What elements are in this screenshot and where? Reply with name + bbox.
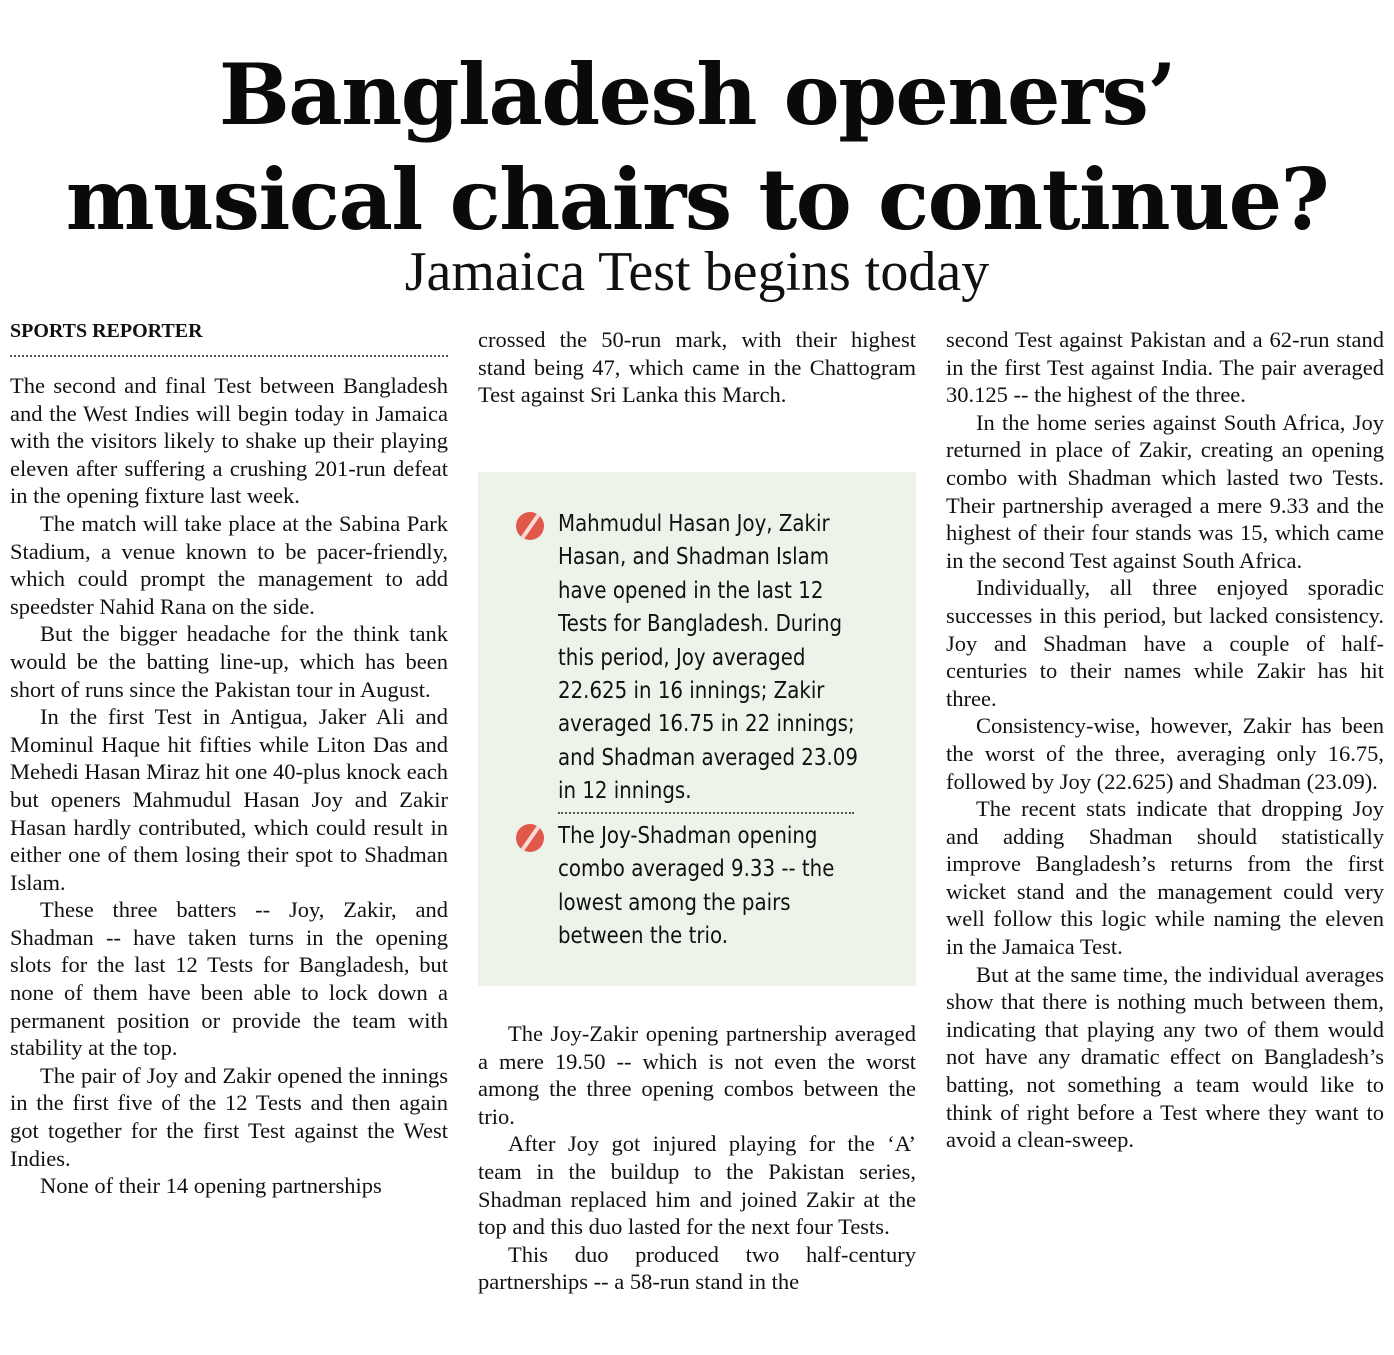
paragraph: The Joy-Zakir opening partnership averaged a mere 19.50 -- which is not even the worst among the three opening combos between the trio. [478,1021,916,1129]
paragraph: This duo produced two half-century partnerships -- a 58-run stand in the [478,1241,916,1295]
cricket-ball-icon [516,824,544,852]
paragraph: The second and final Test between Bangladesh and the West Indies will begin today in Jamaica with the visitors likely to shake up their playing eleven after suffering a crushing 201-run defeat in the opening fixture last week. [10,373,448,509]
paragraph: The pair of Joy and Zakir opened the innings in the first five of the 12 Tests and then again got together for the first Test against the West Indies. [10,1062,448,1171]
paragraph: None of their 14 opening partnerships [40,1173,382,1199]
headline-line-1: Bangladesh openers’ [218,45,1176,144]
article-column-2-bottom [478,1020,916,1296]
byline-divider [10,355,448,357]
paragraph: crossed the 50-run mark, with their highest stand being 47, which came in the Chattogram Test against Sri Lanka this March. [478,327,916,408]
paragraph: But at the same time, the individual averages show that there is nothing much between them, indicating that playing any two of them would not have any dramatic effect on Bangladesh’s batting, not something a team would like to think of right before a Test where they want to avoid a clean-sweep. [946,961,1384,1153]
fact-box [478,472,916,986]
article-column-2-top [478,326,916,409]
paragraph: These three batters -- Joy, Zakir, and Shadman -- have taken turns in the opening slots for the last 12 Tests for Bangladesh, but none of them have been able to lock down a permanent position or provide the team with stability at the top. [10,897,448,1061]
cricket-ball-icon [516,512,544,540]
paragraph: In the first Test in Antigua, Jaker Ali and Mominul Haque hit fifties while Liton Das and Mehedi Hasan Miraz hit one 40-plus knock each but openers Mahmudul Hasan Joy and Zakir Hasan hardly contributed, which could result in either one of them losing their spot to Shadman Islam. [10,704,448,895]
article-column-3 [946,326,1384,1154]
fact-item-2: The Joy-Shadman opening combo averaged 9.33 -- the lowest among the pairs between the trio. [558,823,835,950]
fact-item-1: Mahmudul Hasan Joy, Zakir Hasan, and Shadman Islam have opened in the last 12 Tests for Bangladesh. During this period, Joy averaged 22.625 in 16 innings; Zakir averaged 16.75 in 22 innings; and Shadman averaged 23.09 in 12 innings. [558,511,858,805]
paragraph: Individually, all three enjoyed sporadic successes in this period, but lacked consistency. Joy and Shadman have a couple of half-centuries to their names while Zakir has hit three. [946,575,1384,711]
paragraph: After Joy got injured playing for the ‘A’ team in the buildup to the Pakistan series, Shadman replaced him and joined Zakir at the top and this duo lasted for the next four Tests. [478,1131,916,1240]
paragraph: But the bigger headache for the think tank would be the batting line-up, which has been short of runs since the Pakistan tour in August. [10,621,448,702]
paragraph: The recent stats indicate that dropping Joy and adding Shadman should statistically improve Bangladesh’s returns from the first wicket stand and the management could very well follow this logic while naming the eleven in the Jamaica Test. [946,796,1384,960]
paragraph: Consistency-wise, however, Zakir has been the worst of the three, averaging only 16.75, followed by Joy (22.625) and Shadman (23.09). [946,713,1384,794]
paragraph: second Test against Pakistan and a 62-run stand in the first Test against India. The pair averaged 30.125 -- the highest of the three. [946,327,1384,408]
subheadline: Jamaica Test begins today [404,241,990,303]
paragraph: In the home series against South Africa, Joy returned in place of Zakir, creating an opening combo with Shadman which lasted two Tests. Their partnership averaged a mere 9.33 and the highest of their four stands was 15, which came in the second Test against South Africa. [946,409,1384,573]
article-column-1 [10,372,448,1200]
fact-box-divider [558,812,854,814]
byline: SPORTS REPORTER [10,320,203,342]
paragraph: The match will take place at the Sabina Park Stadium, a venue known to be pacer-friendly, which could prompt the management to add speedster Nahid Rana on the side. [10,510,448,619]
headline-line-2: musical chairs to continue? [65,150,1329,249]
